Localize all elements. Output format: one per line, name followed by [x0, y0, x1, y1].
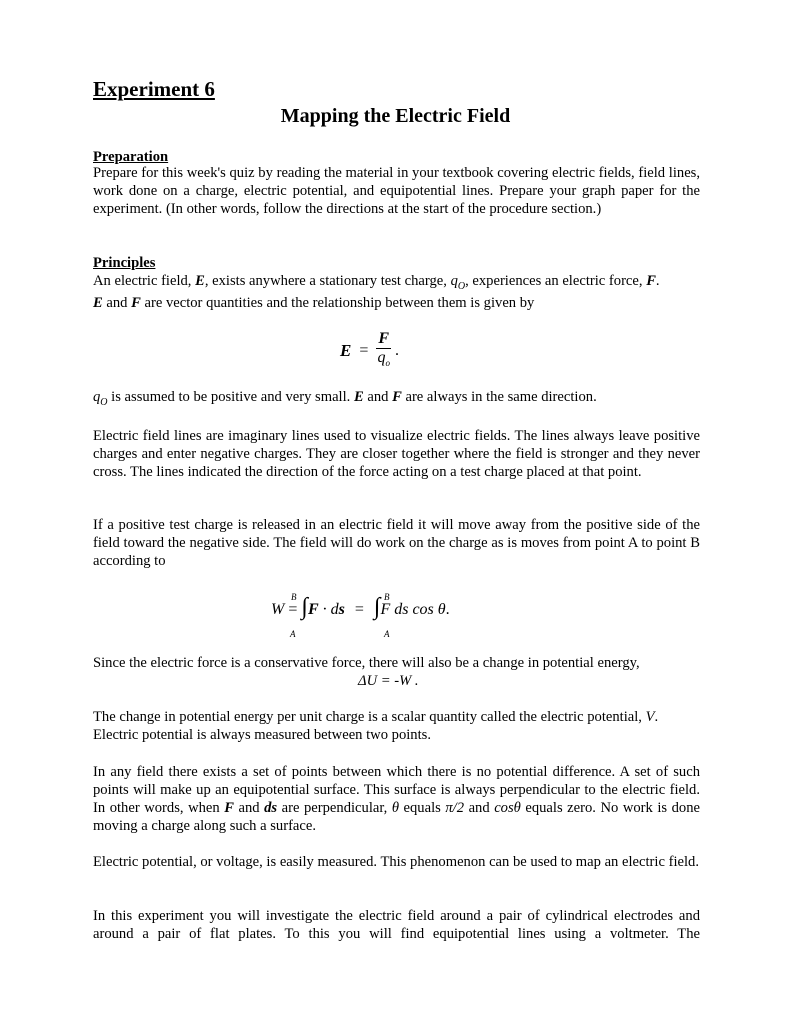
- potential-paragraph-line2: Electric potential is always measured between two points.: [93, 727, 431, 743]
- q-assumption: $q_O$ is assumed to be positive and very small. E and F are always in the same direction.: [93, 389, 597, 408]
- voltage-paragraph: Electric potential, or voltage, is easily measured. This phenomenon can be used to map an electric field.: [93, 854, 699, 870]
- delta-u-equation: ΔU = -W .: [358, 673, 419, 689]
- experiment-paragraph: In this experiment you will investigate the electric field around a pair of cylindrical electrodes and around a pair of flat plates. To this you will find equipotential lines using a voltmeter. The: [93, 908, 700, 942]
- field-lines-paragraph: Electric field lines are imaginary lines used to visualize electric fields. The lines always leave positive charges and enter negative charges. They are closer together where the field is stronger and they never cross. The lines indicated the direction of the force acting on a test charge placed at that point.: [93, 428, 700, 480]
- conservative-paragraph: Since the electric force is a conservative force, there will also be a change in potential energy,: [93, 655, 640, 671]
- principles-line2: E and F are vector quantities and the relationship between them is given by: [93, 295, 535, 311]
- experiment-heading: Experiment 6: [93, 77, 215, 101]
- page-title: Mapping the Electric Field: [280, 105, 511, 127]
- equipotential-paragraph: In any field there exists a set of points between which there is no potential difference. A set of such points will make up an equipotential surface. This surface is always perpendicular to the electric field. In other words, when F and ds are perpendicular, θ equals π/2 and cosθ equals zero. No work is done moving a charge along such a surface.: [93, 764, 701, 834]
- principles-heading: Principles: [93, 255, 156, 271]
- preparation-heading: Preparation: [93, 149, 169, 165]
- potential-paragraph-line1: The change in potential energy per unit charge is a scalar quantity called the electric potential, V.: [93, 709, 659, 725]
- equation-e-equals-f-over-q: E = $\frac{F}{q_o}$ .: [340, 330, 400, 369]
- principles-intro: An electric field, E, exists anywhere a stationary test charge, $q_O$, experiences an electric force, F.: [93, 273, 660, 292]
- preparation-text: Prepare for this week's quiz by reading the material in your textbook covering electric fields, field lines, work done on a charge, electric potential, and equipotential lines. Prepare your graph paper for the experiment. (In other words, follow the directions at the start of the procedure section.): [93, 165, 700, 217]
- work-integral-equation: B A B A W = ∫F · ds = ∫F ds cos θ.: [271, 592, 450, 639]
- work-paragraph: If a positive test charge is released in an electric field it will move away from the positive side of the field toward the negative side. The field will do work on the charge as is moves from point A to point B according to: [93, 517, 700, 569]
